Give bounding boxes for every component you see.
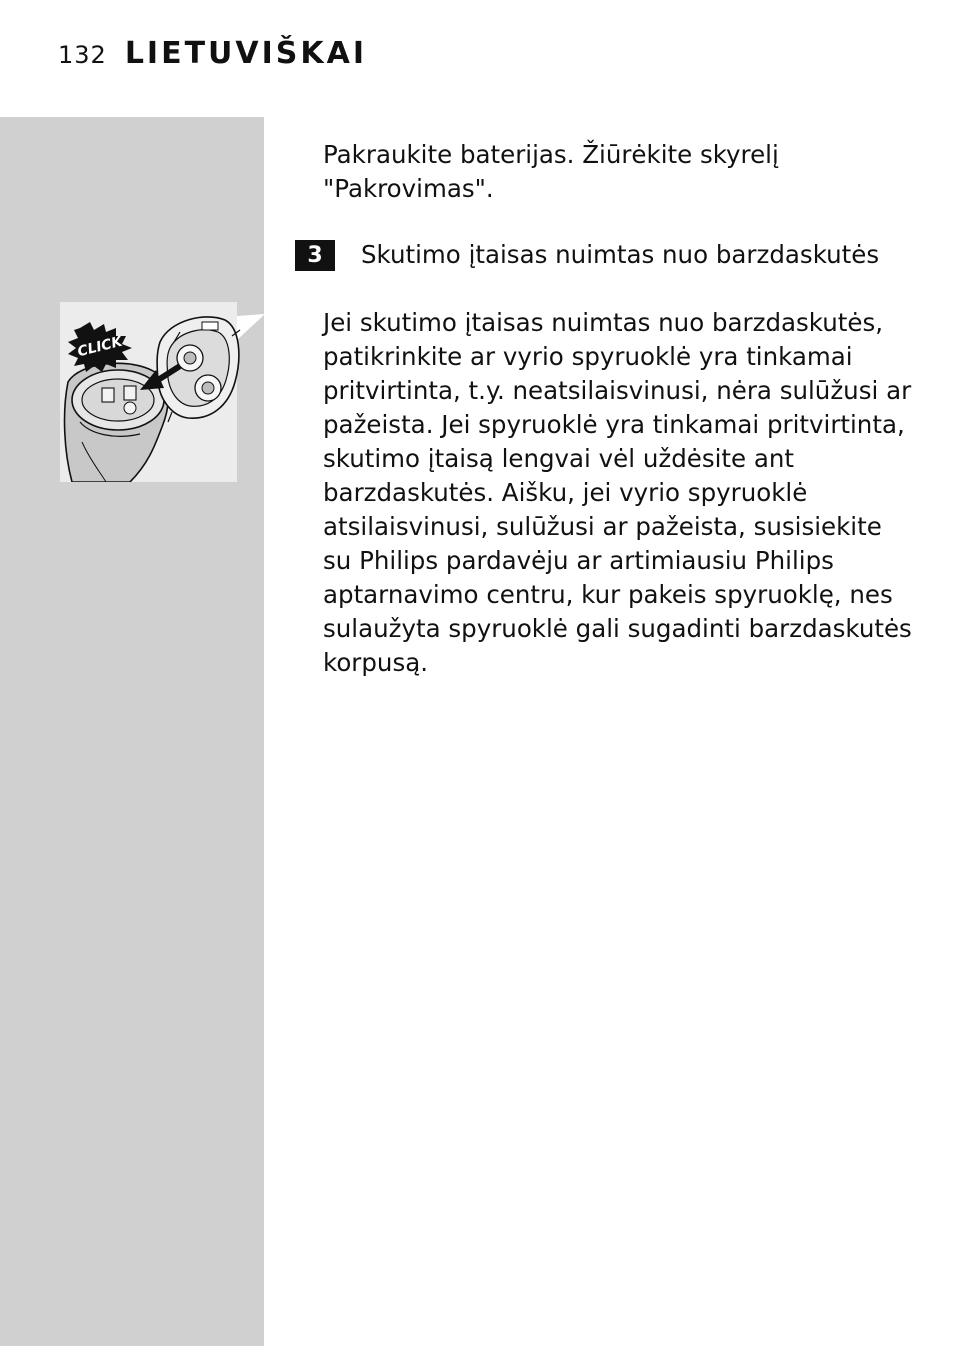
intro-paragraph: Pakraukite baterijas. Žiūrėkite skyrelį "Pakrovimas". [323,140,779,203]
step-title: Skutimo įtaisas nuimtas nuo barzdaskutės [361,240,880,269]
shaver-unit-reattach-illustration [60,302,265,482]
click-label: CLICK [75,333,125,361]
step-heading [295,238,913,272]
page-language-title: LIETUVIŠKAI [124,36,368,71]
page-number: 132 [58,41,107,69]
content-column [307,138,913,680]
step-number-badge: 3 [295,240,335,271]
body-paragraph: Jei skutimo įtaisas nuimtas nuo barzdaskutės, patikrinkite ar vyrio spyruoklė yra tinkamai pritvirtinta, t.y. neatsilaisvinusi, nėra sulūžusi ar pažeista. Jei spyruoklė yra tinkamai pritvirtinta, skutimo įtaisą lengvai vėl uždėsite ant barzdaskutės. Aišku, jei vyrio spyruoklė atsilaisvinusi, sulūžusi ar pažeista, susisiekite su Philips pardavėju ar artimiausiu Philips aptarnavimo centru, kur pakeis spyruoklę, nes sulaužyta spyruoklė gali sugadinti barzdaskutės korpusą. [323,308,912,677]
page-header [58,36,367,80]
